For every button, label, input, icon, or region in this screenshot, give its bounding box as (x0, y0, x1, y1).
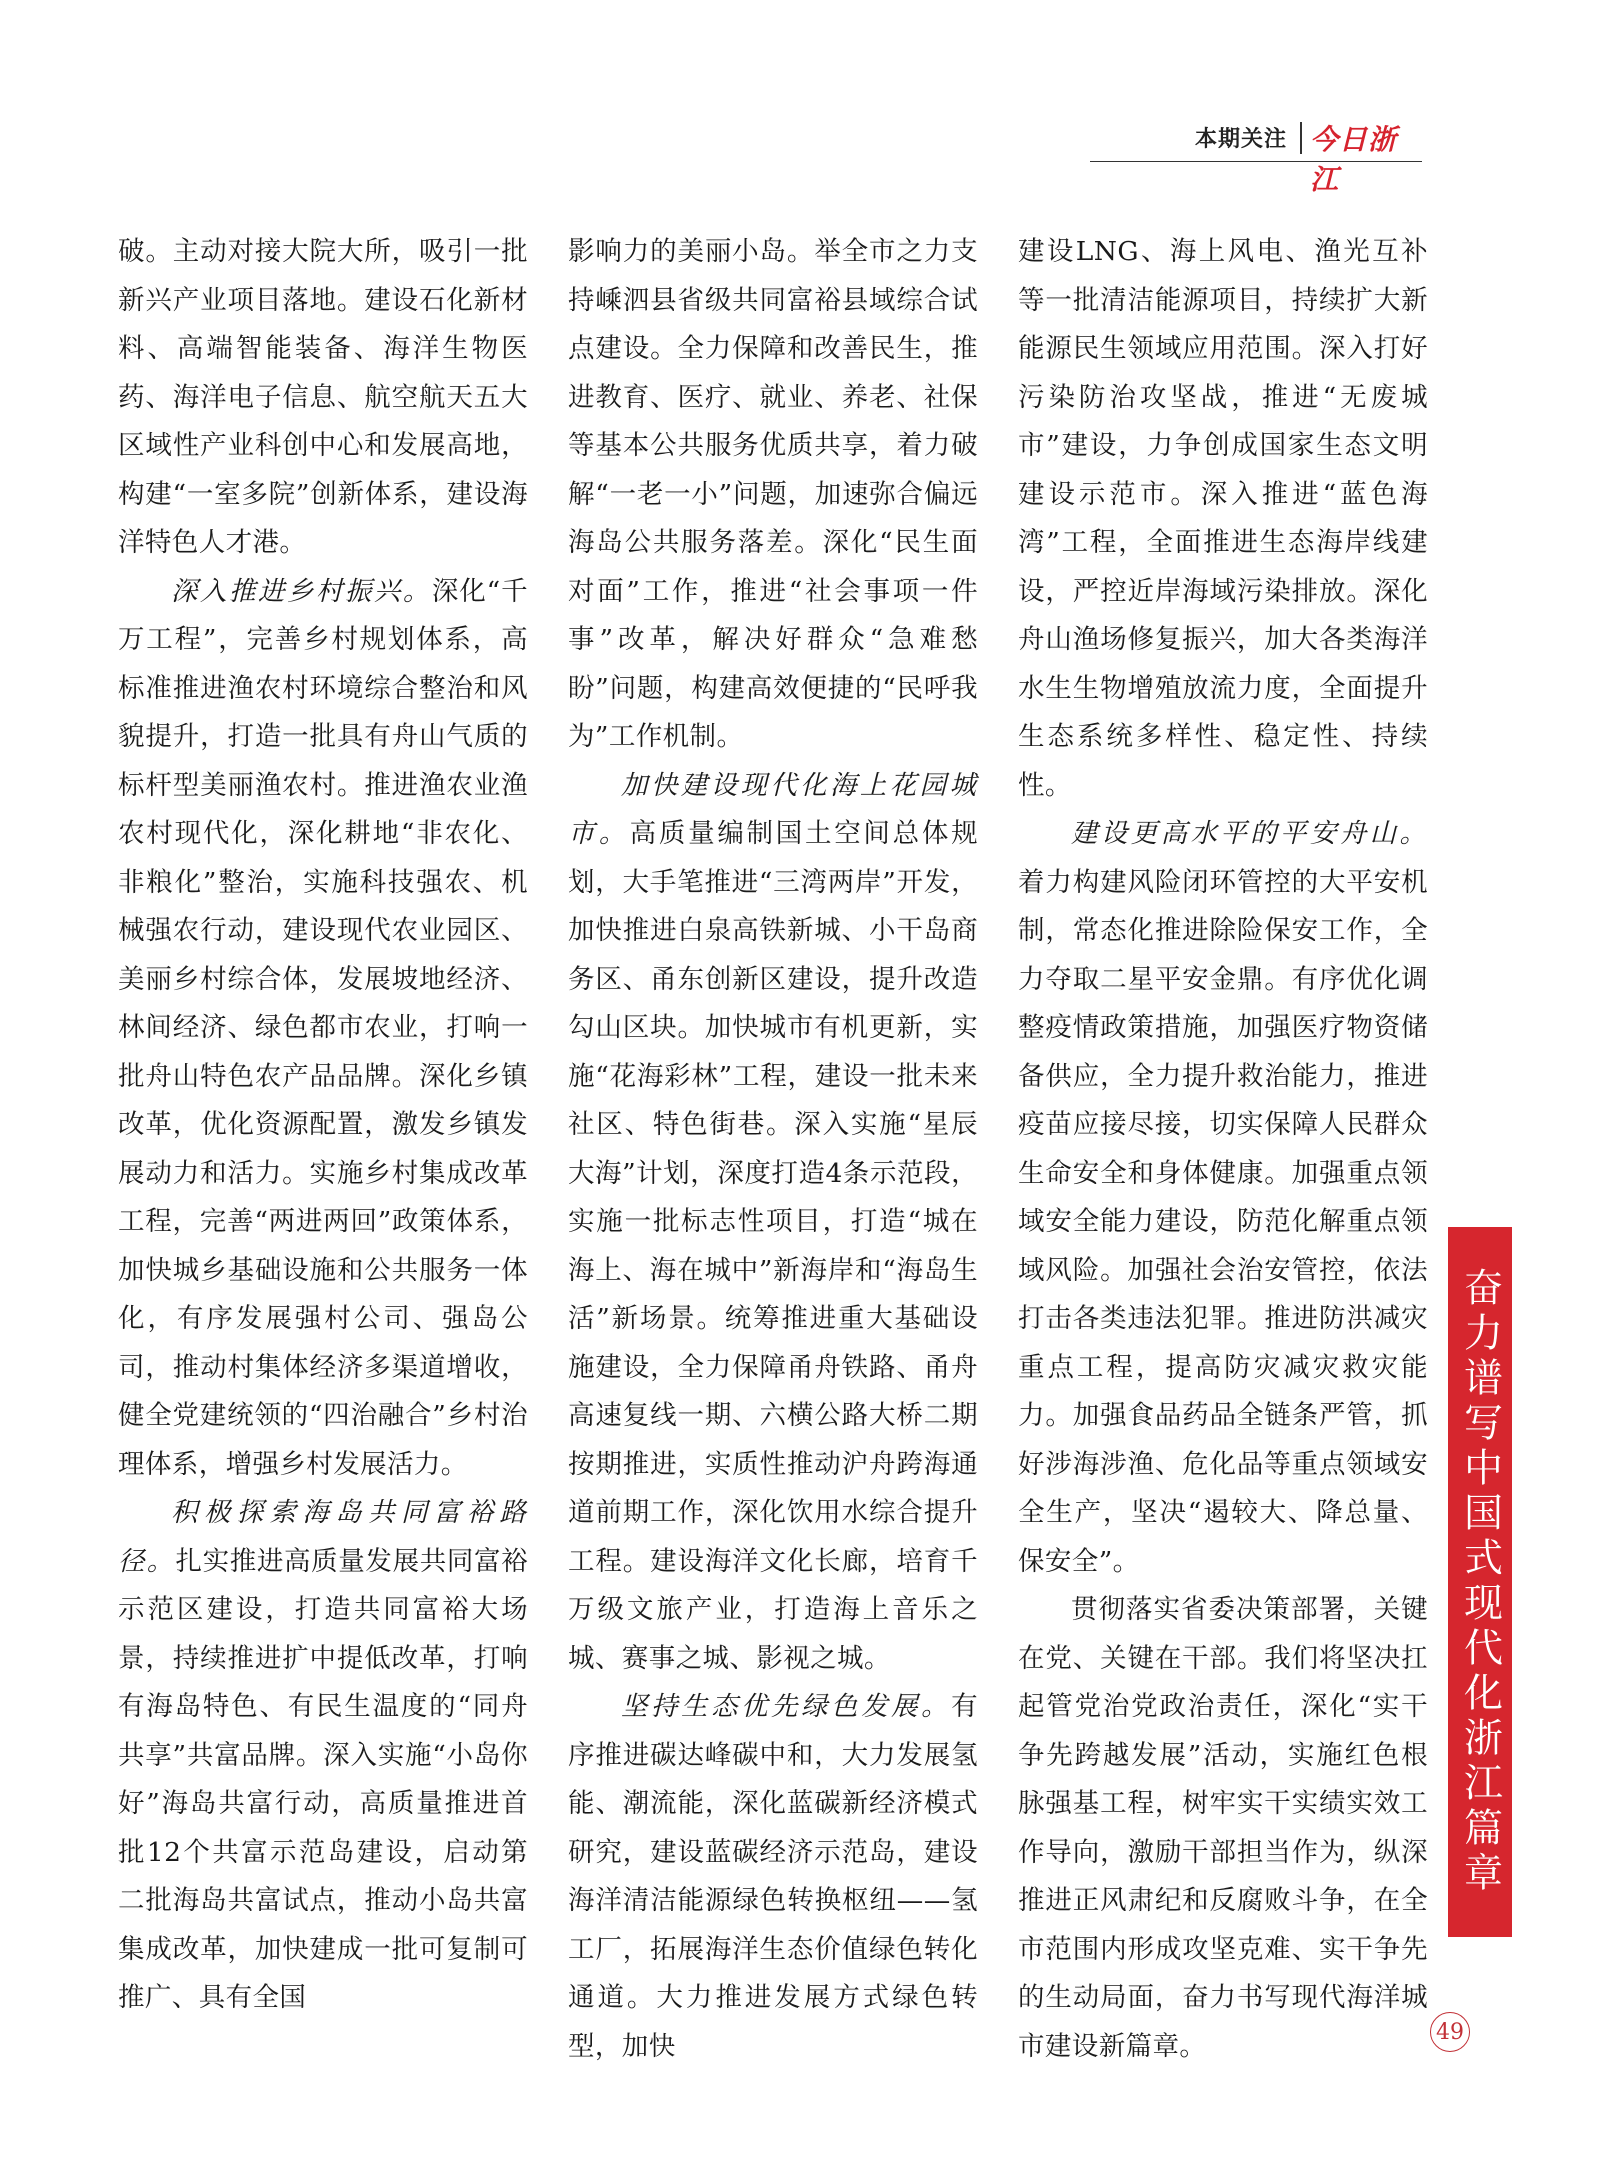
paragraph: 坚持生态优先绿色发展。有序推进碳达峰碳中和，大力发展氢能、潮流能，深化蓝碳新经济模式研究，建设蓝碳经济示范岛，建设海洋清洁能源绿色转换枢纽——氢工厂，拓展海洋生态价值绿色转化通道。大力推进发展方式绿色转型，加快 (568, 1691, 978, 2062)
paragraph: 贯彻落实省委决策部署，关键在党、关键在干部。我们将坚决扛起管党治党政治责任，深化“实干争先跨越发展”活动，实施红色根脉强基工程，树牢实干实绩实效工作导向，激励干部担当作为，纵深推进正风肃纪和反腐败斗争，在全市范围内形成攻坚克难、实干争先的生动局面，奋力书写现代海洋城市建设新篇章。 (1018, 1594, 1428, 2062)
paragraph: 建设更高水平的平安舟山。着力构建风险闭环管控的大平安机制，常态化推进除险保安工作，全力夺取二星平安金鼎。有序优化调整疫情政策措施，加强医疗物资储备供应，全力提升救治能力，推进疫苗应接尽接，切实保障人民群众生命安全和身体健康。加强重点领域安全能力建设，防范化解重点领域风险。加强社会治安管控，依法打击各类违法犯罪。推进防洪减灾重点工程，提高防灾减灾救灾能力。加强食品药品全链条严管，抓好涉海涉渔、危化品等重点领域安全生产，坚决“遏较大、降总量、保安全”。 (1018, 818, 1428, 1577)
paragraph: 积极探索海岛共同富裕路径。扎实推进高质量发展共同富裕示范区建设，打造共同富裕大场景，持续推进扩中提低改革，打响有海岛特色、有民生温度的“同舟共享”共富品牌。深入实施“小岛你好”海岛共富行动，高质量推进首批12个共富示范岛建设，启动第二批海岛共富试点，推动小岛共富集成改革，加快建成一批可复制可推广、具有全国 (118, 1497, 529, 2013)
paragraph: 加快建设现代化海上花园城市。高质量编制国土空间总体规划，大手笔推进“三湾两岸”开发，加快推进白泉高铁新城、小干岛商务区、甬东创新区建设，提升改造勾山区块。加快城市有机更新，实施“花海彩林”工程，建设一批未来社区、特色街巷。深入实施“星辰大海”计划，深度打造4条示范段，实施一批标志性项目，打造“城在海上、海在城中”新海岸和“海岛生活”新场景。统筹推进重大基础设施建设，全力保障甬舟铁路、甬舟高速复线一期、六横公路大桥二期按期推进，实质性推动沪舟跨海通道前期工作，深化饮用水综合提升工程。建设海洋文化长廊，培育千万级文旅产业，打造海上音乐之城、赛事之城、影视之城。 (568, 769, 978, 1674)
paragraph: 影响力的美丽小岛。举全市之力支持嵊泗县省级共同富裕县域综合试点建设。全力保障和改善民生，推进教育、医疗、就业、养老、社保等基本公共服务优质共享，着力破解“一老一小”问题，加速弥合偏远海岛公共服务落差。深化“民生面对面”工作，推进“社会事项一件事”改革，解决好群众“急难愁盼”问题，构建高效便捷的“民呼我为”工作机制。 (568, 236, 978, 752)
paragraph-lead: 积极探索海岛共同富裕路径。 (118, 1497, 528, 1577)
text-column-2 (568, 228, 978, 2071)
text-column-3 (1018, 228, 1428, 2071)
paragraph-lead: 坚持生态优先绿色发展。 (621, 1691, 952, 1722)
paragraph-lead: 加快建设现代化海上花园城市。 (568, 769, 978, 849)
header-rule (1090, 161, 1422, 162)
section-label: 本期关注 (1195, 127, 1288, 152)
header-divider (1300, 122, 1302, 154)
article-body (118, 228, 1428, 2062)
text-column-1 (118, 228, 528, 2023)
paragraph: 深入推进乡村振兴。深化“千万工程”，完善乡村规划体系，高标准推进渔农村环境综合整治和风貌提升，打造一批具有舟山气质的标杆型美丽渔农村。推进渔农业渔农村现代化，深化耕地“非农化、非粮化”整治，实施科技强农、机械强农行动，建设现代农业园区、美丽乡村综合体，发展坡地经济、林间经济、绿色都市农业，打响一批舟山特色农产品品牌。深化乡镇改革，优化资源配置，激发乡镇发展动力和活力。实施乡村集成改革工程，完善“两进两回”政策体系，加快城乡基础设施和公共服务一体化，有序发展强村公司、强岛公司，推动村集体经济多渠道增收，健全党建统领的“四治融合”乡村治理体系，增强乡村发展活力。 (118, 575, 528, 1480)
paragraph: 建设LNG、海上风电、渔光互补等一批清洁能源项目，持续扩大新能源民生领域应用范围。深入打好污染防治攻坚战，推进“无废城市”建设，力争创成国家生态文明建设示范市。深入推进“蓝色海湾”工程，全面推进生态海岸线建设，严控近岸海域污染排放。深化舟山渔场修复振兴，加大各类海洋水生生物增殖放流力度，全面提升生态系统多样性、稳定性、持续性。 (1018, 236, 1428, 801)
page-header (1090, 120, 1422, 196)
paragraph-lead: 深入推进乡村振兴。 (171, 575, 432, 607)
paragraph-lead: 建设更高水平的平安舟山。 (1071, 818, 1428, 849)
section-sidebar-banner (1448, 1227, 1512, 1937)
sidebar-title: 奋力谱写中国式现代化浙江篇章 (1457, 1267, 1503, 1897)
paragraph: 破。主动对接大院大所，吸引一批新兴产业项目落地。建设石化新材料、高端智能装备、海洋生物医药、海洋电子信息、航空航天五大区域性产业科创中心和发展高地，构建“一室多院”创新体系，建设海洋特色人才港。 (118, 236, 528, 558)
magazine-logo: 今日浙江 (1310, 123, 1398, 196)
page-number: 49 (1430, 2012, 1470, 2052)
